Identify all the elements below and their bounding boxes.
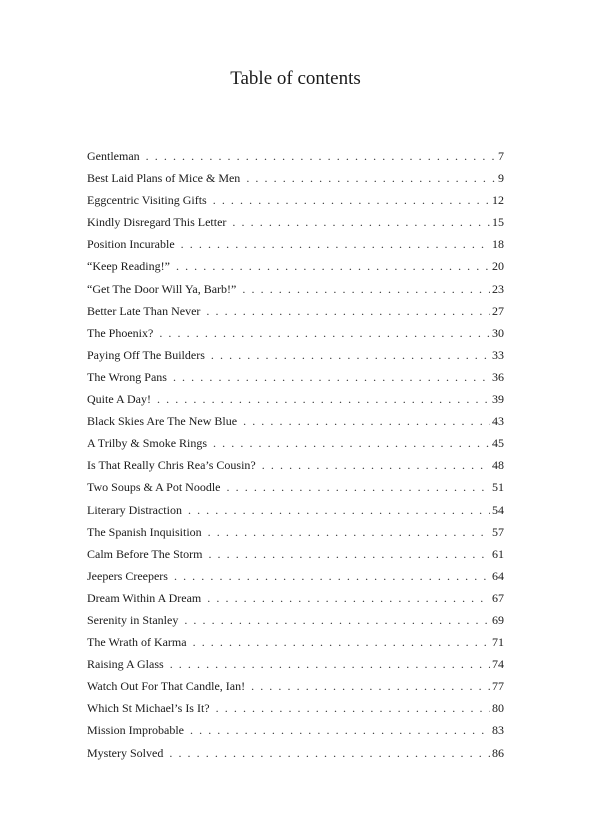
- dot-leader: [188, 501, 490, 519]
- toc-entry-title: Two Soups & A Pot Noodle: [87, 480, 221, 495]
- dot-leader: [169, 744, 490, 762]
- toc-entry-title: Mystery Solved: [87, 745, 164, 760]
- dot-leader: [159, 324, 490, 342]
- toc-entry[interactable]: [87, 368, 504, 390]
- toc-entry[interactable]: [87, 611, 504, 633]
- toc-entry-page-number: 30: [492, 325, 504, 340]
- toc-entry-page-number: 18: [492, 237, 504, 252]
- dot-leader: [207, 589, 490, 607]
- toc-entry-title: Paying Off The Builders: [87, 347, 205, 362]
- toc-entry[interactable]: [87, 655, 504, 677]
- toc-entry-page-number: 48: [492, 458, 504, 473]
- dot-leader: [213, 191, 490, 209]
- dot-leader: [173, 368, 490, 386]
- dot-leader: [193, 633, 490, 651]
- toc-entry-page-number: 33: [492, 347, 504, 362]
- toc-entry[interactable]: [87, 390, 504, 412]
- toc-entry-page-number: 45: [492, 436, 504, 451]
- dot-leader: [262, 456, 490, 474]
- toc-entry-title: Better Late Than Never: [87, 303, 201, 318]
- toc-entry[interactable]: [87, 478, 504, 500]
- dot-leader: [213, 434, 490, 452]
- dot-leader: [146, 147, 496, 165]
- toc-entry[interactable]: [87, 147, 504, 169]
- page-title: Table of contents: [230, 68, 361, 89]
- toc-entry[interactable]: [87, 545, 504, 567]
- toc-entry[interactable]: [87, 567, 504, 589]
- toc-entry[interactable]: [87, 456, 504, 478]
- table-of-contents: [87, 147, 504, 766]
- dot-leader: [227, 478, 490, 496]
- toc-entry[interactable]: [87, 169, 504, 191]
- dot-leader: [190, 721, 490, 739]
- toc-entry-page-number: 74: [492, 657, 504, 672]
- toc-entry-page-number: 86: [492, 745, 504, 760]
- toc-entry-title: Kindly Disregard This Letter: [87, 215, 227, 230]
- toc-entry[interactable]: [87, 589, 504, 611]
- toc-entry-title: Black Skies Are The New Blue: [87, 414, 238, 429]
- toc-entry[interactable]: [87, 191, 504, 213]
- toc-entry-title: Is That Really Chris Rea’s Cousin?: [87, 458, 256, 473]
- dot-leader: [251, 677, 490, 695]
- toc-entry-title: “Get The Door Will Ya, Barb!”: [87, 281, 237, 296]
- toc-entry-title: Which St Michael’s Is It?: [87, 701, 210, 716]
- toc-entry[interactable]: [87, 633, 504, 655]
- toc-entry-title: Eggcentric Visiting Gifts: [87, 193, 207, 208]
- toc-entry-page-number: 64: [492, 568, 504, 583]
- toc-entry-page-number: 54: [492, 502, 504, 517]
- toc-entry-title: The Spanish Inquisition: [87, 524, 202, 539]
- toc-entry-title: Best Laid Plans of Mice & Men: [87, 171, 241, 186]
- toc-entry-title: Serenity in Stanley: [87, 612, 179, 627]
- toc-entry-page-number: 67: [492, 590, 504, 605]
- toc-entry-title: The Wrath of Karma: [87, 635, 187, 650]
- toc-entry[interactable]: [87, 523, 504, 545]
- toc-entry[interactable]: [87, 699, 504, 721]
- toc-entry-page-number: 71: [492, 635, 504, 650]
- toc-entry-page-number: 12: [492, 193, 504, 208]
- toc-entry-page-number: 51: [492, 480, 504, 495]
- dot-leader: [216, 699, 490, 717]
- toc-entry-title: The Wrong Pans: [87, 369, 167, 384]
- toc-entry[interactable]: [87, 257, 504, 279]
- dot-leader: [242, 280, 490, 298]
- toc-entry[interactable]: [87, 302, 504, 324]
- toc-entry-title: A Trilby & Smoke Rings: [87, 436, 208, 451]
- toc-entry-page-number: 57: [492, 524, 504, 539]
- dot-leader: [243, 412, 490, 430]
- toc-entry-page-number: 39: [492, 392, 504, 407]
- toc-entry[interactable]: [87, 280, 504, 302]
- toc-entry-page-number: 23: [492, 281, 504, 296]
- toc-entry-title: “Keep Reading!”: [87, 259, 170, 274]
- dot-leader: [174, 567, 490, 585]
- toc-entry-page-number: 69: [492, 612, 504, 627]
- dot-leader: [157, 390, 490, 408]
- toc-entry[interactable]: [87, 744, 504, 766]
- toc-entry-page-number: 15: [492, 215, 504, 230]
- toc-entry[interactable]: [87, 235, 504, 257]
- toc-entry-page-number: 61: [492, 546, 504, 561]
- dot-leader: [170, 655, 490, 673]
- toc-entry[interactable]: [87, 501, 504, 523]
- dot-leader: [232, 213, 490, 231]
- toc-entry-title: Raising A Glass: [87, 657, 164, 672]
- dot-leader: [176, 257, 490, 275]
- toc-entry-title: The Phoenix?: [87, 325, 154, 340]
- toc-entry-title: Quite A Day!: [87, 392, 151, 407]
- toc-entry-page-number: 36: [492, 369, 504, 384]
- toc-entry[interactable]: [87, 721, 504, 743]
- toc-entry[interactable]: [87, 346, 504, 368]
- dot-leader: [211, 346, 490, 364]
- toc-entry-title: Position Incurable: [87, 237, 175, 252]
- toc-entry-page-number: 20: [492, 259, 504, 274]
- toc-entry-title: Jeepers Creepers: [87, 568, 168, 583]
- toc-entry-page-number: 80: [492, 701, 504, 716]
- toc-entry-page-number: 83: [492, 723, 504, 738]
- toc-entry[interactable]: [87, 677, 504, 699]
- toc-entry[interactable]: [87, 434, 504, 456]
- toc-entry-title: Mission Improbable: [87, 723, 184, 738]
- toc-entry[interactable]: [87, 213, 504, 235]
- toc-entry-page-number: 27: [492, 303, 504, 318]
- toc-entry[interactable]: [87, 324, 504, 346]
- toc-entry-title: Calm Before The Storm: [87, 546, 203, 561]
- dot-leader: [206, 302, 490, 320]
- toc-entry-page-number: 77: [492, 679, 504, 694]
- toc-entry-page-number: 7: [498, 149, 504, 163]
- toc-entry-title: Dream Within A Dream: [87, 590, 202, 605]
- dot-leader: [184, 611, 490, 629]
- dot-leader: [208, 545, 490, 563]
- toc-entry-page-number: 43: [492, 414, 504, 429]
- toc-entry[interactable]: [87, 412, 504, 434]
- dot-leader: [208, 523, 490, 541]
- toc-entry-title: Gentleman: [87, 149, 140, 163]
- toc-entry-title: Watch Out For That Candle, Ian!: [87, 679, 246, 694]
- dot-leader: [246, 169, 496, 187]
- dot-leader: [181, 235, 490, 253]
- toc-entry-title: Literary Distraction: [87, 502, 182, 517]
- toc-entry-page-number: 9: [498, 171, 504, 186]
